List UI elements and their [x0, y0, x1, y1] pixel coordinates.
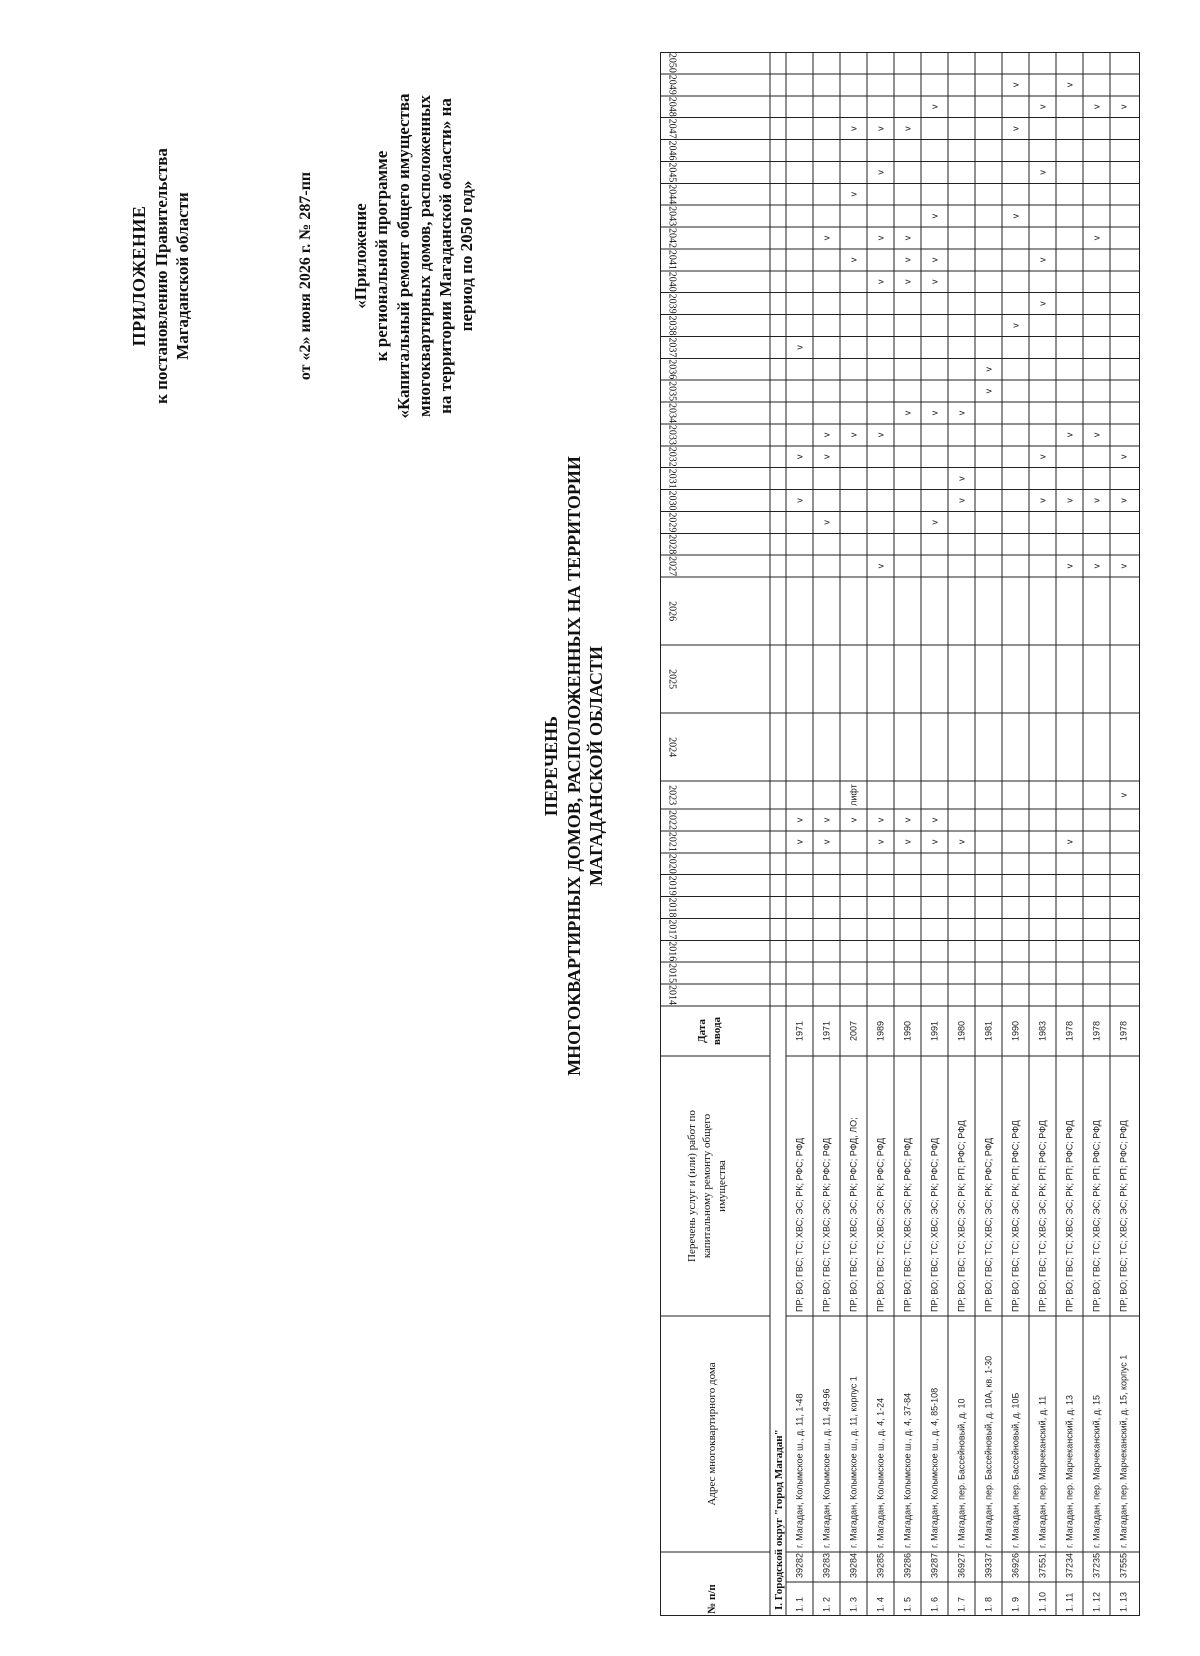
repair-year-mark: v: [1118, 792, 1129, 798]
commission-year: 1989: [875, 1020, 886, 1042]
program-line: «Приложение: [351, 203, 370, 309]
commission-year: 1971: [821, 1020, 832, 1042]
column-header-number: № п/п: [706, 1584, 718, 1614]
row-number: 1. 1: [794, 1596, 805, 1612]
section-label: I. Городской округ "город Магадан": [773, 1429, 785, 1610]
repair-year-mark: v: [1037, 454, 1048, 460]
year-header: 2015: [666, 963, 678, 984]
program-line: на территории Магаданской области» на: [436, 98, 455, 414]
list-title-line: МАГАДАНСКОЙ ОБЛАСТИ: [586, 646, 606, 886]
repair-year-mark: v: [1037, 257, 1048, 263]
year-header: 2036: [666, 359, 678, 380]
house-address: г. Магадан, пер. Марчеканский, д. 15, корпус 1: [1118, 1354, 1129, 1548]
repair-year-mark: v: [1064, 82, 1075, 88]
works-list: ПР; ВО; ГВС; ТС; ХВС; ЭС; РК; РФС; РФД: [821, 1137, 832, 1312]
house-address: г. Магадан, Колымское ш., д. 11, корпус 1: [848, 1376, 859, 1548]
works-list: ПР; ВО; ГВС; ТС; ХВС; ЭС; РК; РФС; РФД: [983, 1137, 994, 1312]
repair-year-mark: v: [875, 235, 886, 241]
repair-year-mark: v: [929, 279, 940, 284]
house-address: г. Магадан, Колымское ш., д. 4, 85-108: [929, 1387, 940, 1548]
works-list: ПР; ВО; ГВС; ТС; ХВС; ЭС; РК; РП; РФС; РФД: [1037, 1120, 1048, 1312]
repair-year-mark: v: [1091, 563, 1102, 569]
commission-year: 1990: [902, 1020, 913, 1042]
row-number: 1. 6: [929, 1596, 940, 1612]
year-header: 2018: [666, 897, 678, 918]
repair-year-mark: v: [929, 257, 940, 263]
house-address: г. Магадан, пер. Бассейновый, д. 10: [956, 1398, 967, 1548]
row-number: 1. 9: [1010, 1596, 1021, 1612]
house-id: 36926: [1010, 1552, 1021, 1578]
commission-year: 1978: [1064, 1020, 1075, 1042]
repair-year-mark: v: [902, 817, 913, 823]
year-header: 2043: [666, 206, 678, 227]
year-header: 2042: [666, 227, 678, 248]
year-header: 2039: [666, 293, 678, 314]
works-list: ПР; ВО; ГВС; ТС; ХВС; ЭС; РК; РП; РФС; РФД: [1064, 1120, 1075, 1312]
program-line: период по 2050 год»: [457, 180, 477, 332]
year-header: 2024: [666, 737, 678, 758]
house-id: 37235: [1091, 1552, 1102, 1578]
repair-year-mark: v: [983, 366, 994, 372]
list-title: [540, 436, 608, 1096]
repair-year-mark: v: [1010, 323, 1021, 328]
repair-year-mark: v: [875, 817, 886, 823]
repair-year-mark: v: [875, 170, 886, 175]
row-number: 1. 5: [902, 1596, 913, 1612]
repair-year-mark: v: [821, 839, 832, 845]
column-header-date: Дата: [696, 1019, 708, 1043]
year-header: 2028: [666, 534, 678, 555]
commission-year: 1990: [1010, 1020, 1021, 1042]
repair-year-mark: v: [902, 235, 913, 241]
repair-year-mark: v: [848, 817, 859, 823]
repair-year-mark: v: [794, 345, 805, 350]
repair-year-mark: v: [821, 454, 832, 460]
repair-year-mark: v: [794, 839, 805, 845]
house-id: 39337: [983, 1552, 994, 1578]
row-number: 1. 11: [1064, 1592, 1075, 1612]
repair-year-mark: v: [1064, 839, 1075, 845]
repair-year-mark: v: [848, 432, 859, 438]
repair-year-mark: v: [1091, 432, 1102, 438]
repair-year-mark: v: [875, 563, 886, 569]
repair-year-mark: v: [1037, 301, 1048, 306]
appendix-heading: [128, 96, 193, 456]
row-number: 1. 7: [956, 1596, 967, 1612]
year-header: 2047: [666, 118, 678, 139]
repair-year-mark: v: [794, 817, 805, 823]
repair-year-mark: v: [821, 520, 832, 525]
house-id: 39286: [902, 1552, 913, 1578]
repair-year-mark: v: [1118, 498, 1129, 503]
repair-year-mark: v: [821, 817, 832, 823]
repair-year-mark: v: [848, 257, 859, 263]
appendix-line: к постановлению Правительства: [151, 148, 171, 404]
repair-year-mark: v: [929, 839, 940, 845]
year-header: 2021: [666, 831, 678, 852]
repair-year-mark: v: [794, 498, 805, 503]
row-number: 1. 13: [1118, 1591, 1129, 1612]
year-header: 2041: [666, 249, 678, 270]
column-header-date: ввода: [711, 1016, 723, 1046]
year-header: 2026: [666, 601, 678, 622]
repair-year-mark: v: [1064, 432, 1075, 438]
houses-table: [660, 52, 1140, 1616]
works-list: ПР; ВО; ГВС; ТС; ХВС; ЭС; РК; РФС; РФД: [875, 1137, 886, 1312]
year-header: 2044: [666, 184, 678, 205]
commission-year: 1971: [794, 1020, 805, 1042]
year-header: 2048: [666, 96, 678, 117]
appendix-line: Магаданской области: [172, 192, 192, 360]
commission-year: 1978: [1118, 1020, 1129, 1042]
repair-year-mark: v: [1064, 563, 1075, 569]
year-header: 2045: [666, 162, 678, 183]
row-number: 1. 4: [875, 1596, 886, 1612]
repair-year-mark: v: [1091, 498, 1102, 503]
repair-year-mark: v: [875, 279, 886, 284]
program-line: многоквартирных домов, расположенных: [414, 95, 434, 417]
repair-year-mark: v: [875, 126, 886, 131]
works-list: ПР; ВО; ГВС; ТС; ХВС; ЭС; РК; РФС; РФД: [794, 1137, 805, 1312]
commission-year: 1983: [1037, 1020, 1048, 1042]
house-address: г. Магадан, Колымское ш., д. 11, 49-96: [821, 1388, 832, 1548]
repair-year-mark: v: [1010, 126, 1021, 131]
row-number: 1. 10: [1037, 1591, 1048, 1612]
repair-note: лифт: [848, 784, 859, 806]
program-line: «Капитальный ремонт общего имущества: [393, 93, 413, 419]
repair-year-mark: v: [956, 839, 967, 845]
year-header: 2023: [666, 785, 678, 806]
house-id: 37551: [1037, 1552, 1048, 1578]
house-id: 39285: [875, 1552, 886, 1578]
repair-year-mark: v: [983, 388, 994, 394]
column-header-address: Адрес многоквартирного дома: [706, 1362, 718, 1506]
house-address: г. Магадан, пер. Бассейновый, д. 10А, кв. 1-30: [983, 1355, 994, 1548]
year-header: 2046: [666, 140, 678, 161]
works-list: ПР; ВО; ГВС; ТС; ХВС; ЭС; РК; РФС; РФД: [929, 1137, 940, 1312]
house-id: 39287: [929, 1552, 940, 1578]
year-header: 2050: [666, 52, 678, 73]
commission-year: 1981: [983, 1020, 994, 1042]
repair-year-mark: v: [956, 476, 967, 481]
house-address: г. Магадан, пер. Бассейновый, д. 10Б: [1010, 1392, 1021, 1548]
year-header: 2019: [666, 875, 678, 896]
works-list: ПР; ВО; ГВС; ТС; ХВС; ЭС; РК; РП; РФС; РФД: [956, 1120, 967, 1312]
house-id: 39284: [848, 1552, 859, 1578]
repair-year-mark: v: [929, 213, 940, 219]
year-header: 2030: [666, 490, 678, 511]
repair-year-mark: v: [902, 257, 913, 263]
repair-year-mark: v: [956, 498, 967, 503]
resolution-date: от «2» июня 2026 г. № 287-пп: [297, 171, 314, 381]
repair-year-mark: v: [1010, 82, 1021, 88]
year-header: 2031: [666, 468, 678, 489]
repair-year-mark: v: [848, 126, 859, 131]
year-header: 2040: [666, 271, 678, 292]
house-address: г. Магадан, Колымское ш., д. 4, 1-24: [875, 1397, 886, 1548]
repair-year-mark: v: [929, 104, 940, 109]
year-header: 2033: [666, 424, 678, 445]
house-address: г. Магадан, Колымское ш., д. 4, 37-84: [902, 1392, 913, 1548]
commission-year: 1991: [929, 1020, 940, 1042]
repair-year-mark: v: [1037, 170, 1048, 175]
repair-year-mark: v: [875, 839, 886, 845]
works-list: ПР; ВО; ГВС; ТС; ХВС; ЭС; РК; РФС; РФД, ЛО;: [848, 1117, 859, 1312]
repair-year-mark: v: [1091, 235, 1102, 241]
repair-year-mark: v: [1118, 454, 1129, 460]
year-header: 2035: [666, 381, 678, 402]
year-header: 2025: [666, 669, 678, 690]
works-list: ПР; ВО; ГВС; ТС; ХВС; ЭС; РК; РП; РФС; РФД: [1091, 1120, 1102, 1312]
repair-year-mark: v: [1091, 104, 1102, 109]
repair-year-mark: v: [848, 191, 859, 197]
house-id: 36927: [956, 1552, 967, 1578]
list-title-line: МНОГОКВАРТИРНЫХ ДОМОВ, РАСПОЛОЖЕННЫХ НА ТЕРРИТОРИИ: [563, 456, 584, 1076]
year-header: 2027: [666, 556, 678, 577]
house-id: 37234: [1064, 1552, 1075, 1578]
house-id: 39282: [794, 1552, 805, 1578]
repair-year-mark: v: [929, 520, 940, 525]
repair-year-mark: v: [902, 410, 913, 416]
column-header-works: Перечень услуг и (или) работ по капитальному ремонту общего имущества: [686, 1110, 728, 1262]
repair-year-mark: v: [821, 432, 832, 438]
year-header: 2020: [666, 853, 678, 874]
row-number: 1. 12: [1091, 1591, 1102, 1612]
repair-year-mark: v: [1037, 498, 1048, 503]
row-number: 1. 2: [821, 1596, 832, 1612]
year-header: 2037: [666, 337, 678, 358]
year-header: 2032: [666, 446, 678, 467]
year-header: 2022: [666, 810, 678, 831]
row-number: 1. 3: [848, 1596, 859, 1612]
works-list: ПР; ВО; ГВС; ТС; ХВС; ЭС; РК; РП; РФС; РФД: [1010, 1120, 1021, 1312]
commission-year: 2007: [848, 1020, 859, 1042]
commission-year: 1980: [956, 1020, 967, 1042]
year-header: 2029: [666, 512, 678, 533]
year-header: 2014: [666, 985, 678, 1006]
year-header: 2016: [666, 941, 678, 962]
repair-year-mark: v: [902, 839, 913, 845]
year-header: 2034: [666, 403, 678, 423]
repair-year-mark: v: [902, 126, 913, 131]
house-address: г. Магадан, пер. Марчеканский, д. 11: [1037, 1395, 1048, 1548]
house-id: 37555: [1118, 1552, 1129, 1578]
program-reference: [350, 36, 478, 476]
table-border: [661, 53, 1140, 1616]
repair-year-mark: v: [875, 432, 886, 438]
year-header: 2049: [666, 74, 678, 95]
repair-year-mark: v: [1010, 213, 1021, 219]
repair-year-mark: v: [1118, 104, 1129, 109]
house-id: 39283: [821, 1552, 832, 1578]
year-header: 2017: [666, 919, 678, 940]
house-address: г. Магадан, пер. Марчеканский, д. 15: [1091, 1395, 1102, 1548]
repair-year-mark: v: [929, 410, 940, 416]
repair-year-mark: v: [1118, 563, 1129, 569]
program-line: к региональной программе: [372, 150, 392, 362]
repair-year-mark: v: [794, 454, 805, 460]
works-list: ПР; ВО; ГВС; ТС; ХВС; ЭС; РК; РФС; РФД: [902, 1137, 913, 1312]
works-list: ПР; ВО; ГВС; ТС; ХВС; ЭС; РК; РП; РФС; РФД: [1118, 1120, 1129, 1312]
repair-year-mark: v: [929, 817, 940, 823]
repair-year-mark: v: [956, 410, 967, 416]
repair-year-mark: v: [1064, 498, 1075, 503]
list-title-line: ПЕРЕЧЕНЬ: [541, 715, 561, 817]
repair-year-mark: v: [821, 235, 832, 241]
row-number: 1. 8: [983, 1596, 994, 1612]
house-address: г. Магадан, Колымское ш., д. 11, 1-48: [794, 1393, 805, 1548]
repair-year-mark: v: [1037, 104, 1048, 109]
appendix-title: ПРИЛОЖЕНИЕ: [129, 205, 149, 347]
year-header: 2038: [666, 315, 678, 336]
commission-year: 1978: [1091, 1020, 1102, 1042]
house-address: г. Магадан, пер. Марчеканский, д. 13: [1064, 1395, 1075, 1548]
repair-year-mark: v: [902, 279, 913, 284]
